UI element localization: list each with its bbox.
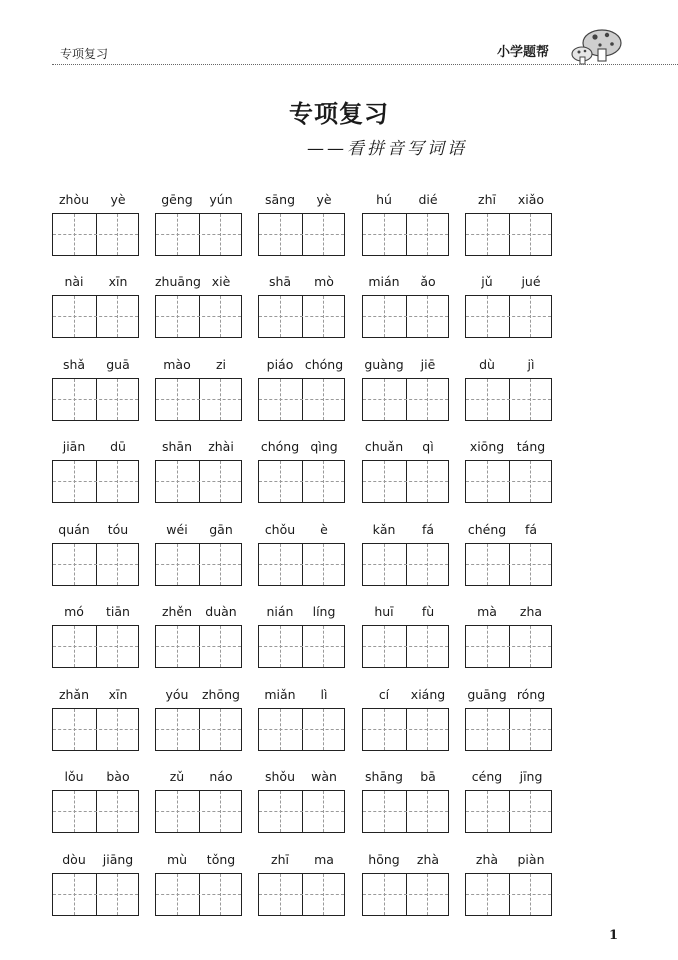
word-item: [362, 604, 450, 674]
writing-box[interactable]: [362, 460, 449, 503]
writing-box[interactable]: [155, 790, 242, 833]
word-item: [52, 687, 140, 757]
writing-box[interactable]: [465, 790, 552, 833]
guide-line: [259, 811, 344, 812]
pinyin-syllable: ma: [314, 852, 334, 867]
pinyin-syllable: wéi: [166, 522, 188, 537]
word-item: [362, 439, 450, 509]
pinyin-syllable: zǔ: [169, 769, 185, 784]
writing-box[interactable]: [155, 460, 242, 503]
word-item: [465, 357, 553, 427]
writing-box[interactable]: [155, 213, 242, 256]
pinyin-syllable: fù: [421, 604, 435, 619]
word-item: [52, 439, 140, 509]
word-item: [258, 852, 346, 922]
writing-box[interactable]: [465, 708, 552, 751]
guide-line: [156, 894, 241, 895]
guide-line: [466, 646, 551, 647]
pinyin-syllable: nián: [266, 604, 294, 619]
word-item: [155, 769, 243, 839]
writing-box[interactable]: [258, 460, 345, 503]
guide-line: [363, 894, 448, 895]
pinyin-syllable: róng: [516, 687, 546, 702]
word-item: [155, 522, 243, 592]
pinyin-syllable: jué: [521, 274, 541, 289]
pinyin-syllable: zhǎn: [58, 687, 90, 702]
exercise-row: [52, 439, 572, 521]
pinyin-syllable: piáo: [266, 357, 294, 372]
writing-box[interactable]: [258, 625, 345, 668]
writing-box[interactable]: [362, 708, 449, 751]
pinyin-syllable: zhà: [416, 852, 440, 867]
word-item: [52, 522, 140, 592]
pinyin-syllable: lì: [320, 687, 328, 702]
pinyin-syllable: chóng: [260, 439, 300, 454]
pinyin-syllable: xīn: [108, 274, 128, 289]
guide-line: [53, 399, 138, 400]
writing-box[interactable]: [155, 873, 242, 916]
guide-line: [156, 811, 241, 812]
pinyin-syllable: líng: [312, 604, 336, 619]
writing-box[interactable]: [362, 213, 449, 256]
writing-box[interactable]: [155, 543, 242, 586]
pinyin-syllable: zhěn: [161, 604, 193, 619]
word-item: [362, 192, 450, 262]
word-item: [362, 522, 450, 592]
guide-line: [363, 316, 448, 317]
writing-box[interactable]: [465, 873, 552, 916]
word-item: [465, 522, 553, 592]
writing-box[interactable]: [155, 625, 242, 668]
pinyin-syllable: shān: [161, 439, 193, 454]
word-item: [258, 357, 346, 427]
pinyin-syllable: táng: [516, 439, 546, 454]
writing-box[interactable]: [465, 460, 552, 503]
pinyin-syllable: shā: [268, 274, 292, 289]
exercise-row: [52, 604, 572, 686]
writing-box[interactable]: [258, 708, 345, 751]
word-item: [362, 357, 450, 427]
pinyin-syllable: huī: [374, 604, 394, 619]
pinyin-syllable: zhī: [478, 192, 496, 207]
pinyin-syllable: jiān: [62, 439, 86, 454]
writing-box[interactable]: [52, 873, 139, 916]
pinyin-syllable: tóu: [107, 522, 129, 537]
writing-box[interactable]: [362, 543, 449, 586]
pinyin-syllable: fá: [421, 522, 435, 537]
word-item: [155, 357, 243, 427]
pinyin-syllable: lǒu: [64, 769, 84, 784]
writing-box[interactable]: [155, 295, 242, 338]
guide-line: [53, 646, 138, 647]
guide-line: [259, 234, 344, 235]
pinyin-syllable: jīng: [519, 769, 543, 784]
word-item: [258, 769, 346, 839]
guide-line: [466, 729, 551, 730]
pinyin-syllable: mào: [163, 357, 191, 372]
pinyin-syllable: zhòu: [58, 192, 90, 207]
guide-line: [53, 729, 138, 730]
guide-line: [259, 481, 344, 482]
pinyin-syllable: bào: [106, 769, 130, 784]
writing-box[interactable]: [52, 790, 139, 833]
writing-box[interactable]: [155, 708, 242, 751]
word-item: [465, 439, 553, 509]
writing-box[interactable]: [52, 213, 139, 256]
pinyin-syllable: nài: [64, 274, 84, 289]
guide-line: [53, 894, 138, 895]
word-item: [258, 192, 346, 262]
pinyin-syllable: mò: [314, 274, 334, 289]
pinyin-syllable: jiāng: [102, 852, 134, 867]
pinyin-syllable: dié: [418, 192, 438, 207]
guide-line: [466, 316, 551, 317]
pinyin-syllable: xīn: [108, 687, 128, 702]
word-item: [52, 604, 140, 674]
guide-line: [53, 481, 138, 482]
guide-line: [156, 729, 241, 730]
pinyin-syllable: hōng: [368, 852, 400, 867]
header-divider: [52, 64, 678, 65]
word-item: [465, 604, 553, 674]
exercise-row: [52, 852, 572, 934]
pinyin-syllable: yún: [209, 192, 233, 207]
writing-box[interactable]: [258, 378, 345, 421]
pinyin-syllable: mián: [368, 274, 400, 289]
pinyin-syllable: xiǎo: [517, 192, 545, 207]
word-item: [258, 687, 346, 757]
guide-line: [156, 564, 241, 565]
guide-line: [466, 481, 551, 482]
pinyin-syllable: cí: [378, 687, 390, 702]
pinyin-syllable: qì: [422, 439, 434, 454]
pinyin-syllable: jì: [527, 357, 535, 372]
pinyin-syllable: miǎn: [264, 687, 296, 702]
writing-box[interactable]: [362, 378, 449, 421]
exercise-row: [52, 192, 572, 274]
guide-line: [53, 316, 138, 317]
writing-box[interactable]: [52, 295, 139, 338]
pinyin-syllable: duàn: [205, 604, 237, 619]
guide-line: [363, 811, 448, 812]
guide-line: [259, 564, 344, 565]
pinyin-syllable: jǔ: [481, 274, 493, 289]
writing-box[interactable]: [362, 873, 449, 916]
guide-line: [53, 564, 138, 565]
pinyin-syllable: céng: [471, 769, 503, 784]
pinyin-syllable: xiōng: [469, 439, 505, 454]
writing-box[interactable]: [258, 295, 345, 338]
pinyin-syllable: zhài: [208, 439, 234, 454]
word-item: [155, 604, 243, 674]
pinyin-syllable: chuǎn: [364, 439, 404, 454]
exercise-row: [52, 687, 572, 769]
guide-line: [53, 234, 138, 235]
writing-box[interactable]: [362, 295, 449, 338]
pinyin-syllable: tiān: [106, 604, 130, 619]
pinyin-syllable: yè: [316, 192, 332, 207]
pinyin-syllable: shǒu: [264, 769, 295, 784]
pinyin-syllable: bā: [420, 769, 436, 784]
header-section-title: 专项复习: [60, 47, 109, 61]
word-item: [362, 687, 450, 757]
writing-box[interactable]: [258, 873, 345, 916]
guide-line: [259, 729, 344, 730]
pinyin-syllable: chǒu: [264, 522, 296, 537]
exercise-row: [52, 274, 572, 356]
pinyin-syllable: dòu: [62, 852, 86, 867]
guide-line: [466, 564, 551, 565]
page-title: 专项复习: [289, 100, 389, 128]
pinyin-syllable: hú: [376, 192, 392, 207]
pinyin-syllable: è: [320, 522, 328, 537]
guide-line: [156, 646, 241, 647]
word-item: [362, 852, 450, 922]
pinyin-syllable: jiē: [420, 357, 436, 372]
writing-box[interactable]: [362, 625, 449, 668]
pinyin-syllable: sāng: [264, 192, 296, 207]
writing-box[interactable]: [465, 213, 552, 256]
writing-box[interactable]: [465, 543, 552, 586]
pinyin-syllable: guāng: [467, 687, 507, 702]
word-item: [465, 192, 553, 262]
pinyin-syllable: wàn: [311, 769, 337, 784]
pinyin-syllable: qìng: [310, 439, 338, 454]
pinyin-syllable: chéng: [467, 522, 507, 537]
pinyin-syllable: mó: [64, 604, 84, 619]
word-item: [155, 687, 243, 757]
writing-box[interactable]: [465, 295, 552, 338]
mushroom-icon: [569, 22, 623, 66]
word-item: [258, 274, 346, 344]
pinyin-syllable: gēng: [161, 192, 193, 207]
guide-line: [363, 564, 448, 565]
word-item: [155, 852, 243, 922]
guide-line: [156, 399, 241, 400]
guide-line: [259, 646, 344, 647]
pinyin-syllable: yè: [110, 192, 126, 207]
guide-line: [466, 811, 551, 812]
pinyin-syllable: shāng: [365, 769, 403, 784]
pinyin-syllable: gān: [209, 522, 233, 537]
word-item: [258, 522, 346, 592]
word-item: [52, 357, 140, 427]
word-item: [52, 192, 140, 262]
page-subtitle: ——看拼音写词语: [307, 139, 467, 159]
word-item: [465, 852, 553, 922]
pinyin-syllable: xiáng: [410, 687, 446, 702]
guide-line: [466, 234, 551, 235]
writing-box[interactable]: [155, 378, 242, 421]
guide-line: [156, 481, 241, 482]
word-item: [362, 274, 450, 344]
pinyin-syllable: yóu: [165, 687, 189, 702]
writing-box[interactable]: [258, 213, 345, 256]
word-item: [155, 439, 243, 509]
pinyin-syllable: zha: [519, 604, 543, 619]
pinyin-syllable: zhuāng: [155, 274, 201, 289]
pinyin-syllable: kǎn: [372, 522, 396, 537]
pinyin-syllable: guā: [106, 357, 130, 372]
word-item: [465, 769, 553, 839]
pinyin-syllable: zhà: [475, 852, 499, 867]
exercise-row: [52, 769, 572, 851]
writing-box[interactable]: [52, 625, 139, 668]
pinyin-syllable: tǒng: [206, 852, 236, 867]
pinyin-syllable: zhōng: [202, 687, 240, 702]
page-header: [0, 0, 678, 70]
word-item: [52, 852, 140, 922]
writing-box[interactable]: [258, 790, 345, 833]
guide-line: [363, 399, 448, 400]
guide-line: [363, 646, 448, 647]
pinyin-syllable: zi: [215, 357, 227, 372]
pinyin-syllable: ǎo: [420, 274, 436, 289]
guide-line: [259, 399, 344, 400]
pinyin-syllable: náo: [209, 769, 233, 784]
word-item: [465, 687, 553, 757]
word-item: [52, 769, 140, 839]
word-item: [258, 439, 346, 509]
guide-line: [363, 234, 448, 235]
guide-line: [259, 894, 344, 895]
guide-line: [156, 234, 241, 235]
guide-line: [363, 729, 448, 730]
writing-box[interactable]: [465, 378, 552, 421]
pinyin-syllable: guàng: [364, 357, 404, 372]
pinyin-syllable: mù: [166, 852, 188, 867]
pinyin-syllable: dū: [110, 439, 126, 454]
writing-box[interactable]: [362, 790, 449, 833]
guide-line: [466, 399, 551, 400]
guide-line: [466, 894, 551, 895]
writing-box[interactable]: [465, 625, 552, 668]
word-item: [362, 769, 450, 839]
guide-line: [259, 316, 344, 317]
writing-box[interactable]: [52, 708, 139, 751]
pinyin-syllable: mà: [477, 604, 497, 619]
pinyin-syllable: shǎ: [62, 357, 86, 372]
pinyin-syllable: dù: [479, 357, 495, 372]
pinyin-syllable: chóng: [304, 357, 344, 372]
pinyin-syllable: piàn: [517, 852, 545, 867]
exercise-row: [52, 522, 572, 604]
guide-line: [53, 811, 138, 812]
page-number: 1: [609, 928, 619, 943]
writing-box[interactable]: [52, 543, 139, 586]
word-item: [465, 274, 553, 344]
word-item: [155, 192, 243, 262]
header-brand: 小学题帮: [497, 45, 550, 60]
pinyin-syllable: quán: [58, 522, 90, 537]
word-item: [52, 274, 140, 344]
guide-line: [156, 316, 241, 317]
writing-box[interactable]: [258, 543, 345, 586]
pinyin-syllable: zhī: [271, 852, 289, 867]
guide-line: [363, 481, 448, 482]
word-item: [155, 274, 243, 344]
exercise-row: [52, 357, 572, 439]
pinyin-syllable: xiè: [211, 274, 231, 289]
word-item: [258, 604, 346, 674]
pinyin-syllable: fá: [524, 522, 538, 537]
writing-box[interactable]: [52, 460, 139, 503]
writing-box[interactable]: [52, 378, 139, 421]
